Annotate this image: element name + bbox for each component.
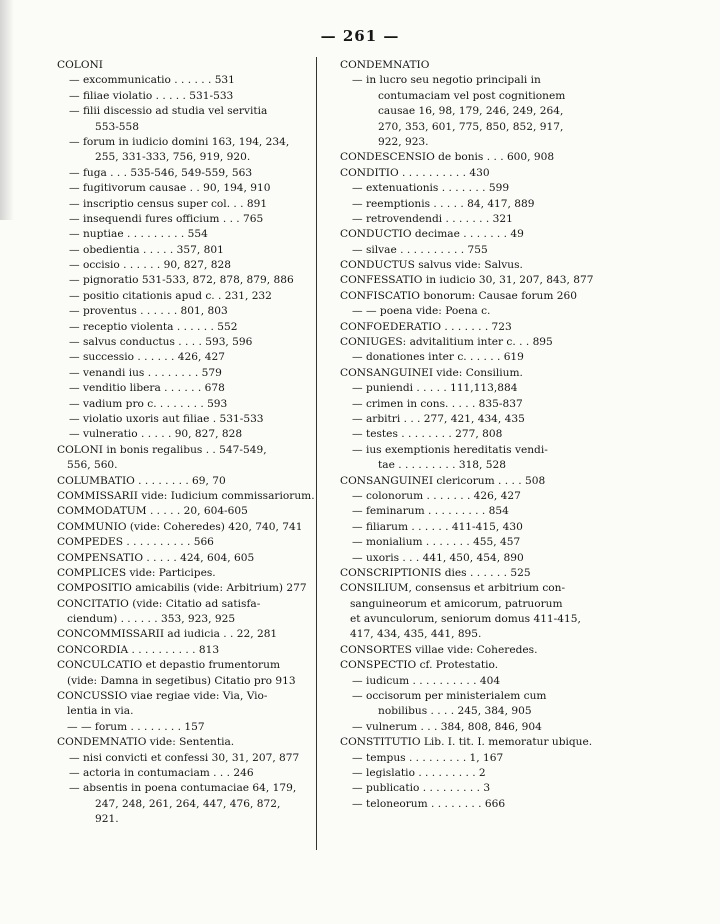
index-entry-line: — retrovendendi . . . . . . . 321 [352, 212, 513, 225]
index-entry-line: sanguineorum et amicorum, patruorum [350, 597, 563, 610]
index-entry-line: CONFESSATIO in iudicio 30, 31, 207, 843, 877 [340, 274, 594, 287]
index-entry-line: — vulnerum . . . 384, 808, 846, 904 [352, 720, 542, 733]
index-entry-line: COLUMBATIO . . . . . . . . 69, 70 [57, 474, 226, 487]
index-entry-line: (vide: Damna in segetibus) Citatio pro 913 [67, 674, 296, 687]
index-entry-line: — — forum . . . . . . . . 157 [67, 720, 205, 733]
index-entry-line: 921. [95, 813, 119, 826]
index-entry-line: — pignoratio 531-533, 872, 878, 879, 886 [69, 274, 294, 287]
index-entry-line: et avunculorum, seniorum domus 411-415, [350, 613, 581, 626]
index-entry-line: — monialium . . . . . . . 455, 457 [352, 536, 521, 549]
index-column-right [340, 58, 594, 812]
index-entry-line: 255, 331-333, 756, 919, 920. [95, 151, 251, 164]
index-entry-line: CONSANGUINEI clericorum . . . . 508 [340, 474, 546, 487]
index-entry-line: — uxoris . . . 441, 450, 454, 890 [352, 551, 524, 564]
index-entry-line: COLONI [57, 59, 103, 71]
index-entry-line: — arbitri . . . 277, 421, 434, 435 [352, 412, 525, 425]
index-entry-line: CONSORTES villae vide: Coheredes. [340, 643, 538, 656]
index-entry-line: — tempus . . . . . . . . . 1, 167 [352, 751, 504, 764]
index-entry-line: — nisi convicti et confessi 30, 31, 207, 877 [69, 751, 300, 764]
index-entry-line: — ius exemptionis hereditatis vendi- [352, 443, 548, 456]
index-entry-line: — vadium pro c. . . . . . . . 593 [69, 397, 228, 410]
index-entry-line: — vulneratio . . . . . 90, 827, 828 [69, 428, 243, 441]
index-entry-line: — in lucro seu negotio principali in [352, 74, 541, 87]
index-entry-line: — — poena vide: Poena c. [352, 305, 491, 318]
index-entry-line: — positio citationis apud c. . 231, 232 [69, 289, 272, 302]
index-entry-line: lentia in via. [67, 705, 134, 718]
index-entry-line: CONCORDIA . . . . . . . . . . 813 [57, 643, 220, 656]
index-entry-line: — filiae violatio . . . . . 531-533 [69, 89, 234, 102]
index-entry-line: — proventus . . . . . . 801, 803 [69, 305, 228, 318]
index-entry-line: 270, 353, 601, 775, 850, 852, 917, [378, 120, 564, 133]
index-entry-line: — nuptiae . . . . . . . . . 554 [69, 228, 208, 241]
index-entry-line: — fugitivorum causae . . 90, 194, 910 [69, 182, 271, 195]
index-entry-line: CONCOMMISSARII ad iudicia . . 22, 281 [57, 628, 278, 641]
index-entry-line: COMMUNIO (vide: Coheredes) 420, 740, 741 [57, 520, 303, 533]
index-entry-line: CONDEMNATIO vide: Sententia. [57, 736, 235, 749]
index-entry-line: — excommunicatio . . . . . . 531 [69, 74, 235, 87]
index-entry-line: — violatio uxoris aut filiae . 531-533 [69, 412, 264, 425]
index-entry-line: — actoria in contumaciam . . . 246 [69, 766, 254, 779]
index-entry-line: — obedientia . . . . . 357, 801 [69, 243, 224, 256]
index-entry-line: COMMISSARII vide: Iudicium commissariorum. [57, 489, 315, 502]
index-entry-line: — occisio . . . . . . 90, 827, 828 [69, 259, 231, 272]
index-entry-line: — puniendi . . . . . 111,113,884 [352, 382, 518, 395]
index-entry-line: — receptio violenta . . . . . . 552 [69, 320, 238, 333]
index-entry-line: CONSCRIPTIONIS dies . . . . . . 525 [340, 566, 531, 579]
index-entry-line: CONIUGES: advitalitium inter c. . . 895 [340, 336, 553, 349]
index-entry-line: — salvus conductus . . . . 593, 596 [69, 336, 253, 349]
index-entry-line: CONDEMNATIO [340, 59, 430, 71]
index-entry-line: — insequendi fures officium . . . 765 [69, 212, 264, 225]
index-entry-line: 922, 923. [378, 135, 429, 148]
index-entry-line: — feminarum . . . . . . . . . 854 [352, 505, 509, 518]
index-entry-line: 417, 434, 435, 441, 895. [350, 628, 482, 641]
index-entry-line: ciendum) . . . . . . 353, 923, 925 [67, 613, 236, 626]
index-entry-line: — teloneorum . . . . . . . . 666 [352, 797, 506, 810]
index-entry-line: COLONI in bonis regalibus . . 547-549, [57, 443, 267, 456]
index-entry-line: COMPEDES . . . . . . . . . . 566 [57, 536, 214, 549]
index-entry-line: CONCUSSIO viae regiae vide: Via, Vio- [57, 690, 268, 703]
index-entry-line: — reemptionis . . . . . 84, 417, 889 [352, 197, 535, 210]
index-entry-line: CONDUCTIO decimae . . . . . . . 49 [340, 228, 524, 241]
page-number: — 261 — [320, 27, 400, 45]
index-entry-line: — venditio libera . . . . . . 678 [69, 382, 225, 395]
index-entry-line: CONSILIUM, consensus et arbitrium con- [340, 582, 566, 595]
column-divider [316, 57, 317, 850]
index-entry-line: — venandi ius . . . . . . . . 579 [69, 366, 222, 379]
index-entry-line: CONSTITUTIO Lib. I. tit. I. memoratur ubique. [340, 736, 593, 749]
index-entry-line: — forum in iudicio domini 163, 194, 234, [69, 135, 290, 148]
index-entry-line: — inscriptio census super col. . . 891 [69, 197, 268, 210]
index-entry-line: — fuga . . . 535-546, 549-559, 563 [69, 166, 253, 179]
index-entry-line: CONFOEDERATIO . . . . . . . 723 [340, 320, 512, 333]
index-entry-line: — publicatio . . . . . . . . . 3 [352, 782, 491, 795]
index-entry-line: — crimen in cons. . . . . 835-837 [352, 397, 523, 410]
index-entry-line: — occisorum per ministerialem cum [352, 690, 547, 703]
index-entry-line: COMMODATUM . . . . . 20, 604-605 [57, 505, 248, 518]
index-entry-line: — colonorum . . . . . . . 426, 427 [352, 489, 521, 502]
index-entry-line: 553-558 [95, 120, 140, 133]
index-entry-line: CONDUCTUS salvus vide: Salvus. [340, 259, 523, 272]
index-entry-line: CONFISCATIO bonorum: Causae forum 260 [340, 289, 578, 302]
index-entry-line: — extenuationis . . . . . . . 599 [352, 182, 510, 195]
index-entry-line: 556, 560. [67, 459, 118, 472]
index-entry-line: CONSANGUINEI vide: Consilium. [340, 366, 523, 379]
index-entry-line: — absentis in poena contumaciae 64, 179, [69, 782, 297, 795]
index-entry-line: — filii discessio ad studia vel servitia [69, 105, 268, 118]
index-entry-line: COMPENSATIO . . . . . 424, 604, 605 [57, 551, 255, 564]
index-entry-line: CONCITATIO (vide: Citatio ad satisfa- [57, 597, 261, 610]
index-entry-line: — iudicum . . . . . . . . . . 404 [352, 674, 501, 687]
index-entry-line: — legislatio . . . . . . . . . 2 [352, 766, 486, 779]
index-entry-line: tae . . . . . . . . . 318, 528 [378, 459, 506, 472]
index-entry-line: COMPLICES vide: Participes. [57, 566, 216, 579]
index-entry-line: — successio . . . . . . 426, 427 [69, 351, 225, 364]
index-entry-line: — silvae . . . . . . . . . . 755 [352, 243, 488, 256]
index-entry-line: CONDITIO . . . . . . . . . . 430 [340, 166, 490, 179]
index-entry-line: — testes . . . . . . . . 277, 808 [352, 428, 503, 441]
index-entry-line: 247, 248, 261, 264, 447, 476, 872, [95, 797, 281, 810]
index-entry-line: CONSPECTIO cf. Protestatio. [340, 659, 499, 672]
index-entry-line: contumaciam vel post cognitionem [378, 89, 566, 102]
index-entry-line: causae 16, 98, 179, 246, 249, 264, [378, 105, 564, 118]
index-entry-line: CONCULCATIO et depastio frumentorum [57, 659, 280, 672]
index-entry-line: CONDESCENSIO de bonis . . . 600, 908 [340, 151, 555, 164]
index-entry-line: — donationes inter c. . . . . . 619 [352, 351, 524, 364]
index-entry-line: — filiarum . . . . . . 411-415, 430 [352, 520, 523, 533]
index-entry-line: COMPOSITIO amicabilis (vide: Arbitrium) 277 [57, 582, 307, 595]
index-entry-line: nobilibus . . . . 245, 384, 905 [378, 705, 532, 718]
index-column-left [57, 58, 315, 828]
